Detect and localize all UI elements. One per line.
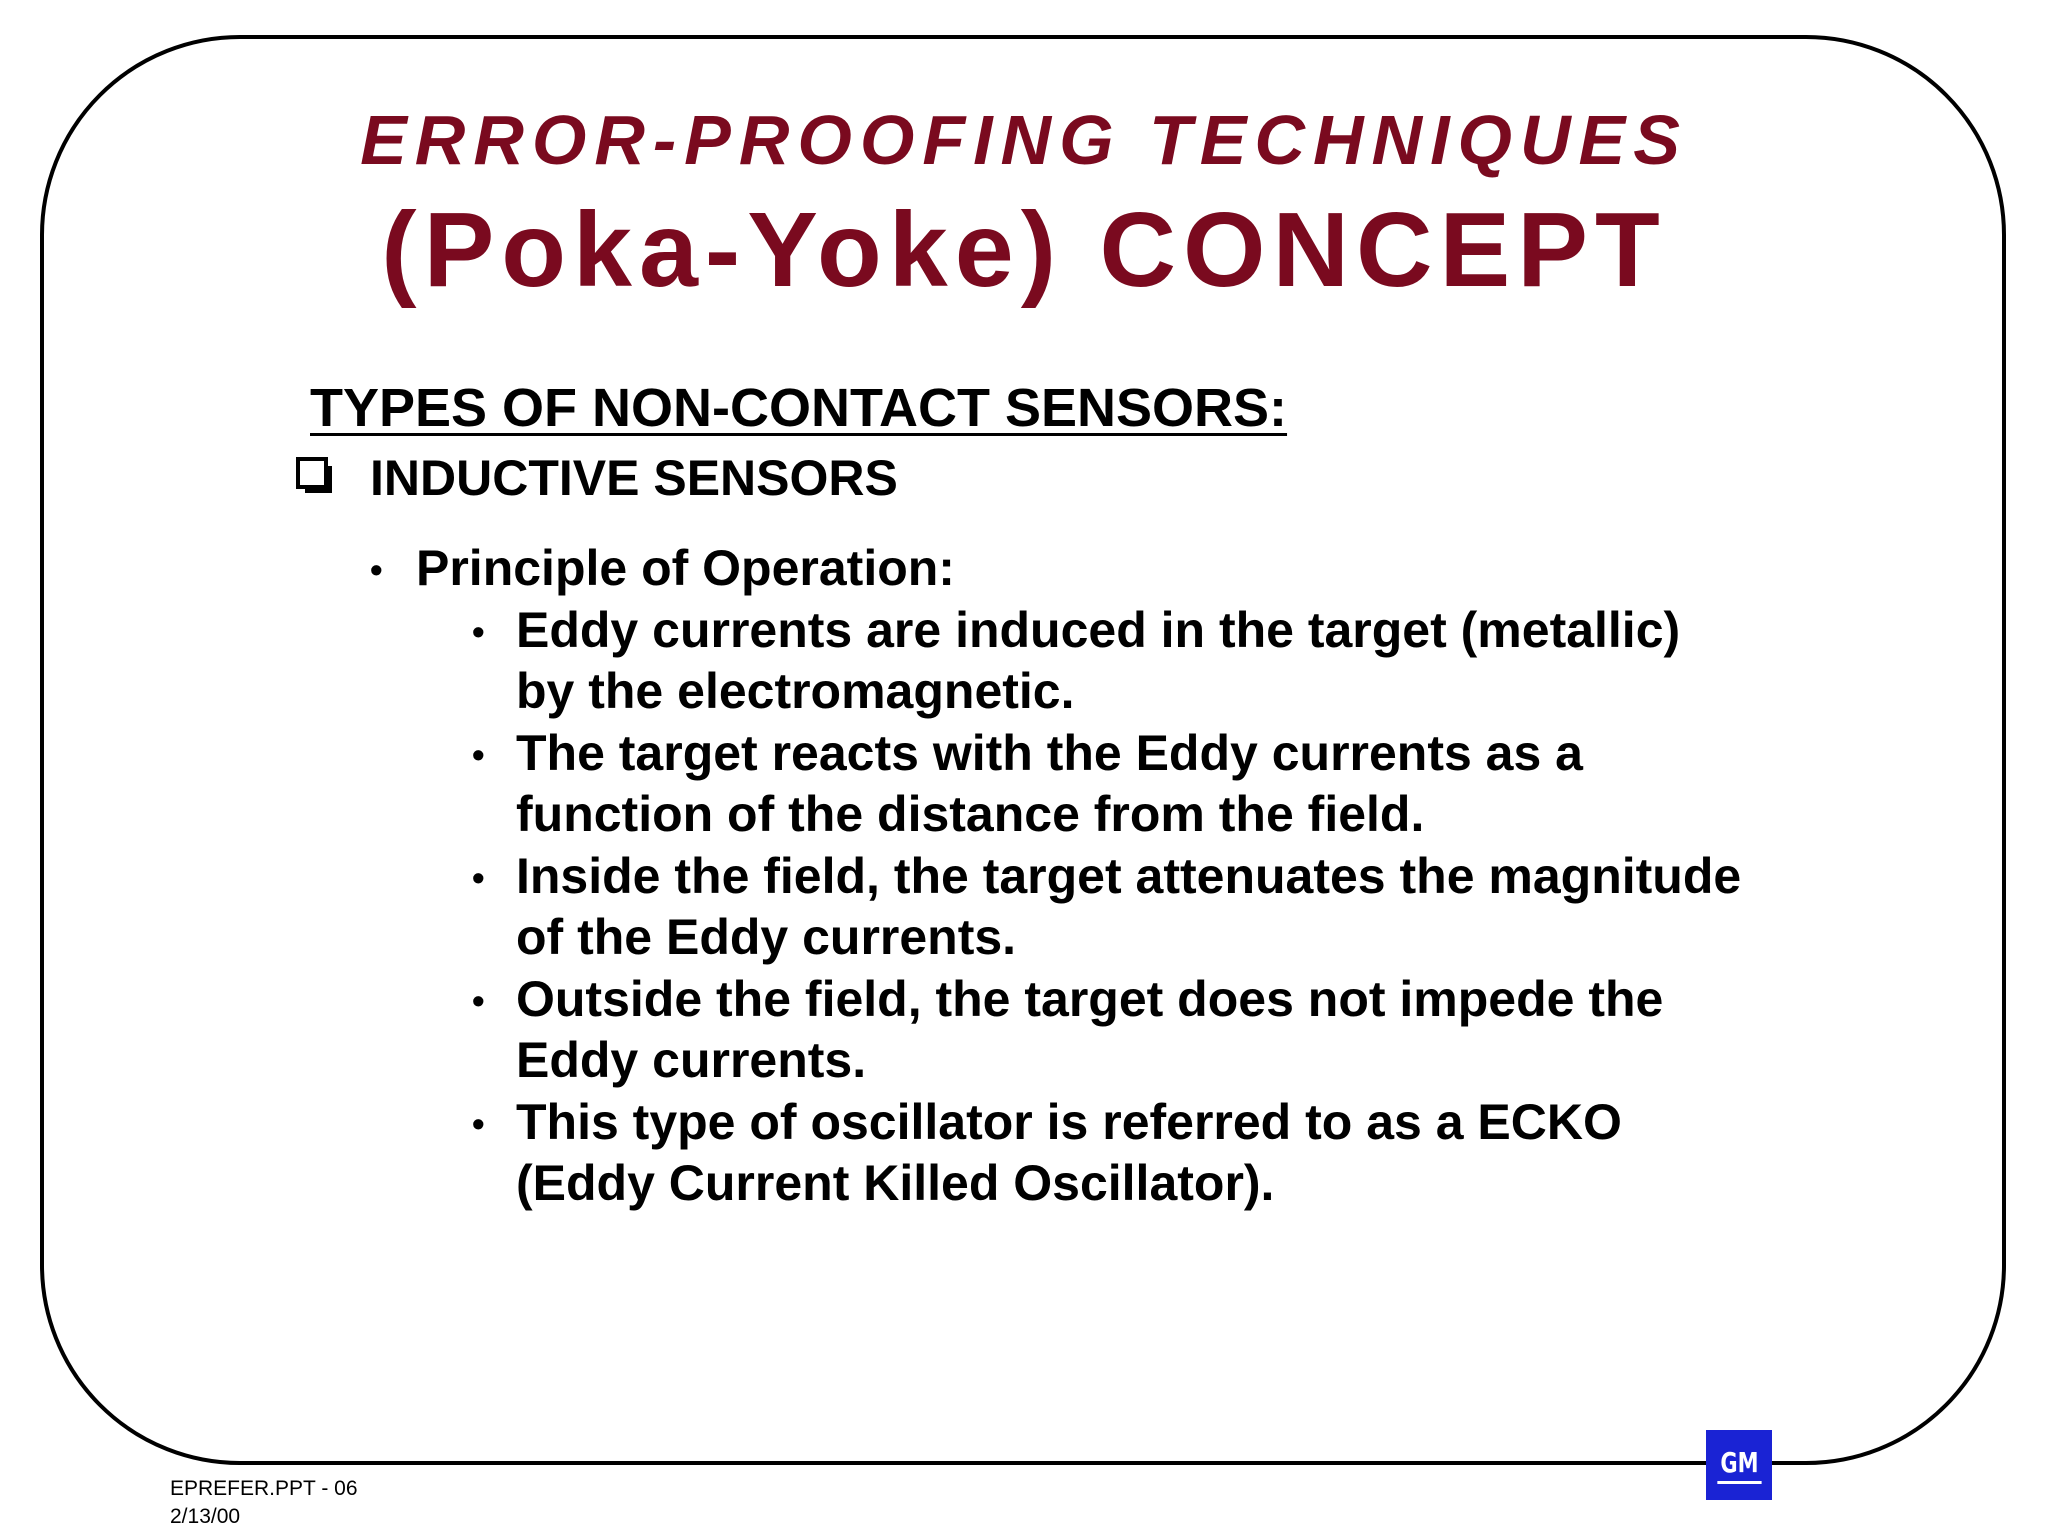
list-item-line: Outside the field, the target does not impede the: [516, 971, 1664, 1027]
principle-label: Principle of Operation:: [416, 540, 955, 596]
gm-logo-text: GM: [1717, 1447, 1761, 1484]
list-item-line: (Eddy Current Killed Oscillator).: [516, 1155, 1275, 1211]
list-item-line: Eddy currents are induced in the target (metallic): [516, 602, 1681, 658]
bullet-icon: •: [472, 611, 485, 652]
slide-title-line2: (Poka-Yoke) CONCEPT: [381, 191, 1667, 309]
list-item-line: This type of oscillator is referred to as a ECKO: [516, 1094, 1622, 1150]
bullet-icon: •: [472, 1103, 485, 1144]
list-item-line: function of the distance from the field.: [516, 786, 1425, 842]
bullet-icon: •: [472, 980, 485, 1021]
sensor-type-label: INDUCTIVE SENSORS: [370, 450, 898, 506]
gm-logo: [1706, 1430, 1772, 1500]
bullet-icon: •: [370, 549, 383, 590]
bullet-icon: •: [472, 734, 485, 775]
list-item-line: of the Eddy currents.: [516, 909, 1017, 965]
checkbox-bullet-icon: [296, 457, 334, 495]
list-item-line: by the electromagnetic.: [516, 663, 1075, 719]
footer-date: 2/13/00: [170, 1505, 241, 1528]
bullet-icon: •: [472, 857, 485, 898]
section-heading: TYPES OF NON-CONTACT SENSORS:: [310, 378, 1288, 438]
footer-file-ref: EPREFER.PPT - 06: [170, 1477, 358, 1500]
list-item-line: The target reacts with the Eddy currents as a: [516, 725, 1583, 781]
list-item-line: Inside the field, the target attenuates the magnitude: [516, 848, 1742, 904]
slide-title-line1: ERROR-PROOFING TECHNIQUES: [360, 101, 1688, 179]
list-item-line: Eddy currents.: [516, 1032, 867, 1088]
